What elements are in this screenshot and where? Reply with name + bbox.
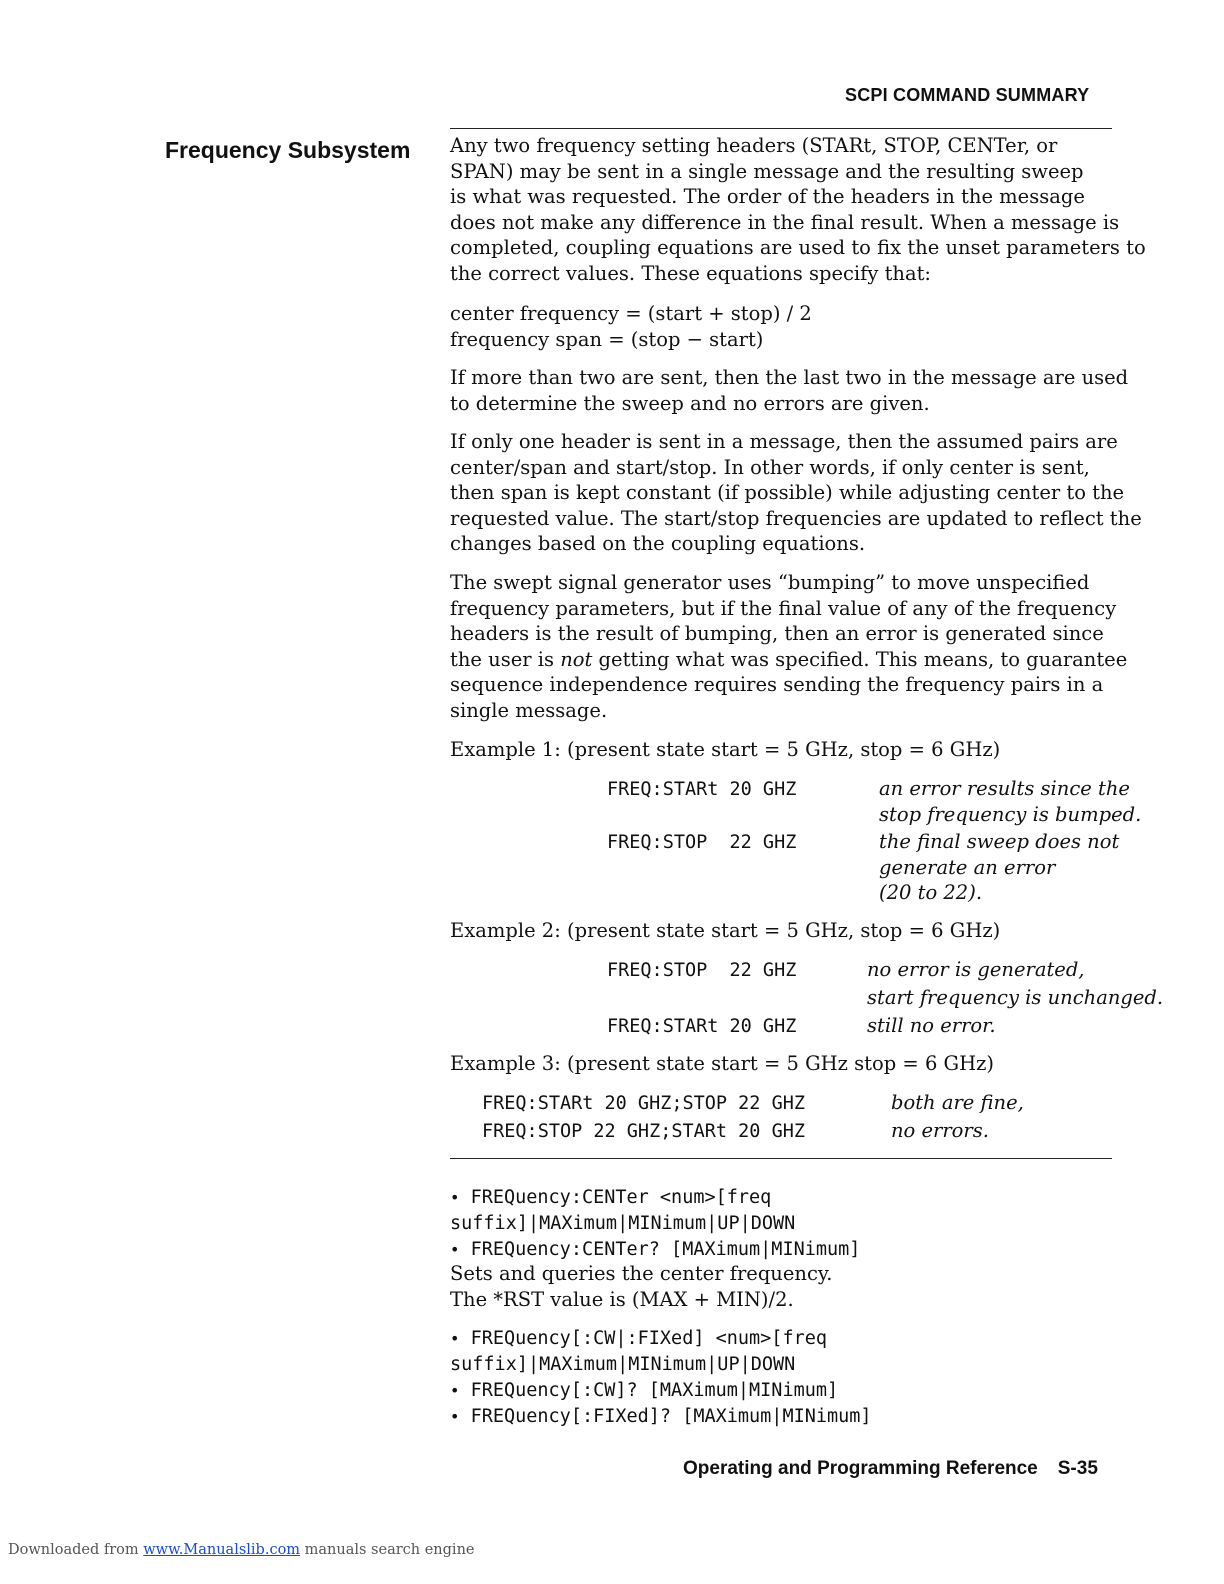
intro-paragraph xyxy=(450,133,1146,287)
command-text: FREQuency[:CW|:FIXed] <num>[freq xyxy=(470,1328,827,1349)
command-cw-set xyxy=(450,1326,827,1352)
text-line: the correct values. These equations specify that: xyxy=(450,261,931,285)
text-line: then span is kept constant (if possible) while adjusting center to the xyxy=(450,481,1125,505)
example3-heading: Example 3: (present state start = 5 GHz stop = 6 GHz) xyxy=(450,1052,995,1075)
text-line: to determine the sweep and no errors are given. xyxy=(450,391,930,415)
running-header: SCPI COMMAND SUMMARY xyxy=(845,85,1090,105)
one-header-paragraph xyxy=(450,429,1142,557)
command-center-set xyxy=(450,1185,771,1211)
emphasis-not: not xyxy=(560,647,593,671)
note-line: generate an error xyxy=(879,855,1056,879)
command-text: FREQuency[:CW]? [MAXimum|MINimum] xyxy=(470,1380,839,1401)
coupling-equations xyxy=(450,301,1120,352)
example1-command-1: FREQ:STARt 20 GHZ xyxy=(607,779,797,800)
more-than-two-paragraph xyxy=(450,365,1129,416)
command-center-query xyxy=(450,1237,860,1263)
text-line: The swept signal generator uses “bumping” to move unspecified xyxy=(450,571,1090,594)
command-text: FREQuency:CENTer <num>[freq xyxy=(470,1187,772,1208)
text-line: frequency parameters, but if the final value of any of the frequency xyxy=(450,596,1117,620)
example1-heading: Example 1: (present state start = 5 GHz, stop = 6 GHz) xyxy=(450,738,1001,761)
bullet-icon: • xyxy=(450,1329,460,1348)
text-line: single message. xyxy=(450,698,608,722)
example3-note-1: both are fine, xyxy=(891,1091,1024,1114)
equation-center: center frequency = (start + stop) / 2 xyxy=(450,302,812,325)
command-fixed-query xyxy=(450,1404,872,1430)
bullet-icon: • xyxy=(450,1407,460,1426)
text-line: headers is the result of bumping, then an error is generated since xyxy=(450,622,1104,646)
text-segment: getting what was specified. This means, to guarantee xyxy=(592,647,1128,671)
example2-note-1 xyxy=(867,957,1163,1010)
text-line: The *RST value is (MAX + MIN)/2. xyxy=(450,1287,794,1311)
example3-note-2: no errors. xyxy=(891,1119,989,1142)
text-line: If more than two are sent, then the last two in the message are used xyxy=(450,366,1129,389)
example2-command-2: FREQ:STARt 20 GHZ xyxy=(607,1016,797,1037)
text-segment: the user is xyxy=(450,647,561,671)
bullet-icon: • xyxy=(450,1240,460,1259)
bullet-icon: • xyxy=(450,1381,460,1400)
download-source-bar xyxy=(8,1542,475,1558)
command-cw-query xyxy=(450,1378,838,1404)
example1-note-2 xyxy=(879,829,1119,906)
download-suffix: manuals search engine xyxy=(300,1542,475,1558)
command-center-set-cont: suffix]|MAXimum|MINimum|UP|DOWN xyxy=(450,1213,796,1234)
command-cw-set-cont: suffix]|MAXimum|MINimum|UP|DOWN xyxy=(450,1354,796,1375)
command-text: FREQuency[:FIXed]? [MAXimum|MINimum] xyxy=(470,1406,872,1427)
bottom-divider xyxy=(450,1158,1112,1159)
text-line: requested value. The start/stop frequencies are updated to reflect the xyxy=(450,506,1142,530)
download-prefix: Downloaded from xyxy=(8,1542,144,1558)
top-divider xyxy=(450,128,1112,129)
text-line: SPAN) may be sent in a single message and the resulting sweep xyxy=(450,159,1084,183)
note-line: no error is generated, xyxy=(867,958,1085,981)
text-line xyxy=(450,647,1128,673)
section-title: Frequency Subsystem xyxy=(165,137,411,163)
page-number: S-35 xyxy=(1057,1458,1098,1479)
bullet-icon: • xyxy=(450,1188,460,1207)
command-text: FREQuency:CENTer? [MAXimum|MINimum] xyxy=(470,1239,861,1260)
bumping-paragraph xyxy=(450,570,1128,724)
equation-span: frequency span = (stop − start) xyxy=(450,327,764,351)
note-line: (20 to 22). xyxy=(879,881,983,905)
footer-title: Operating and Programming Reference xyxy=(683,1458,1038,1479)
text-line: does not make any difference in the final result. When a message is xyxy=(450,210,1120,234)
text-line: If only one header is sent in a message, then the assumed pairs are xyxy=(450,430,1118,453)
example3-command-1: FREQ:STARt 20 GHZ;STOP 22 GHZ xyxy=(482,1093,806,1114)
text-line: sequence independence requires sending the frequency pairs in a xyxy=(450,673,1104,697)
text-line: changes based on the coupling equations. xyxy=(450,532,866,556)
note-line: an error results since the xyxy=(879,777,1130,800)
text-line: center/span and start/stop. In other words, if only center is sent, xyxy=(450,455,1090,479)
example1-command-2: FREQ:STOP 22 GHZ xyxy=(607,832,797,853)
note-line: the final sweep does not xyxy=(879,830,1120,853)
center-description xyxy=(450,1261,1120,1312)
text-line: completed, coupling equations are used to fix the unset parameters to xyxy=(450,236,1146,260)
example1-note-1 xyxy=(879,776,1141,827)
example2-heading: Example 2: (present state start = 5 GHz, stop = 6 GHz) xyxy=(450,919,1001,942)
text-line: Any two frequency setting headers (STARt, STOP, CENTer, or xyxy=(450,134,1058,157)
example3-command-2: FREQ:STOP 22 GHZ;STARt 20 GHZ xyxy=(482,1121,806,1142)
text-line: Sets and queries the center frequency. xyxy=(450,1262,833,1285)
manualslib-link[interactable]: www.Manualslib.com xyxy=(143,1542,301,1558)
note-line: stop frequency is bumped. xyxy=(879,802,1142,826)
page-footer xyxy=(683,1458,1098,1480)
example2-note-2: still no error. xyxy=(867,1014,996,1037)
example2-command-1: FREQ:STOP 22 GHZ xyxy=(607,960,797,981)
note-line: start frequency is unchanged. xyxy=(867,985,1164,1009)
text-line: is what was requested. The order of the headers in the message xyxy=(450,185,1085,209)
